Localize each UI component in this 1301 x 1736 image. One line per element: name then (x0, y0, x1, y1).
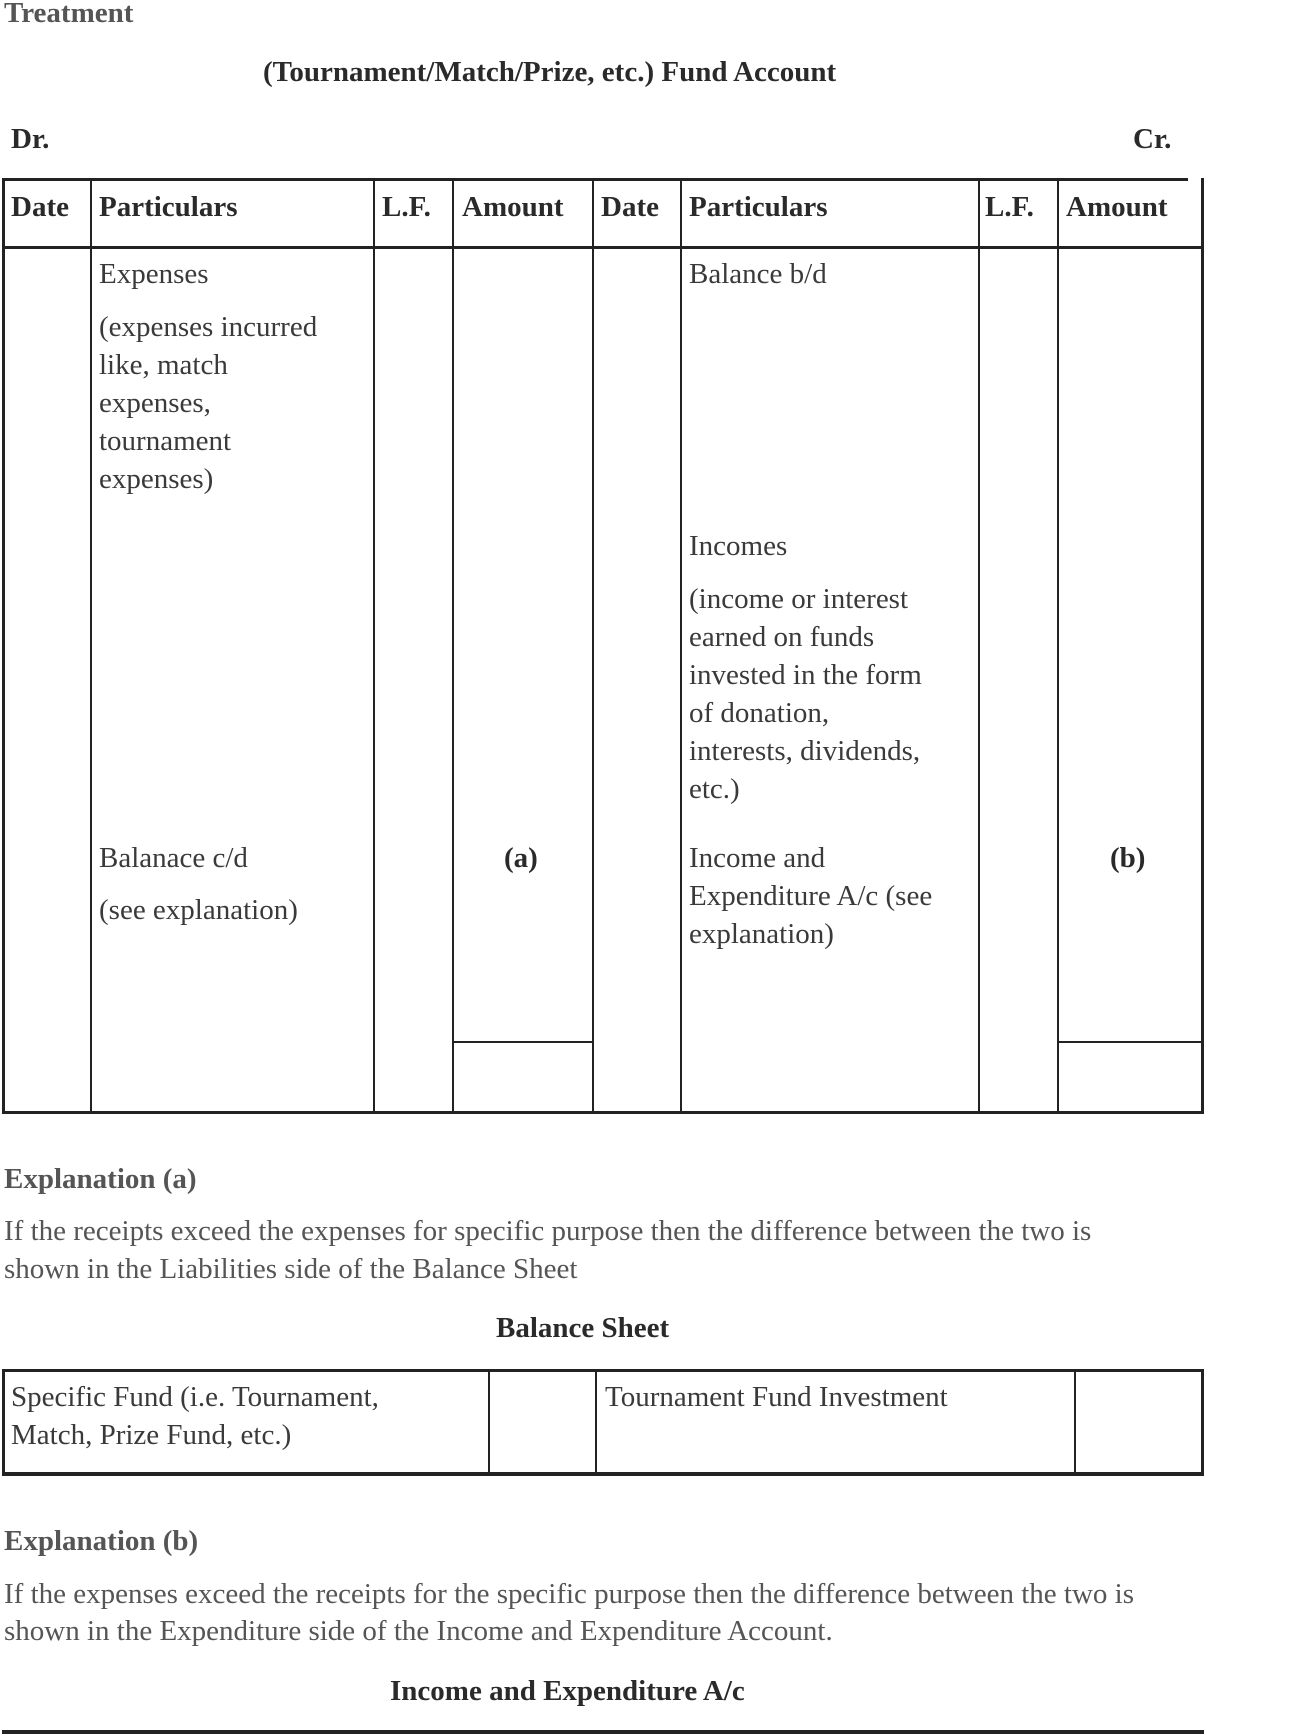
debit-expenses-note-3: expenses, (99, 387, 211, 419)
section-label: Treatment (4, 0, 134, 29)
credit-ie-account-2: Expenditure A/c (see (689, 880, 933, 912)
bs-specific-fund-2: Match, Prize Fund, etc.) (11, 1419, 292, 1451)
header-date-dr: Date (11, 191, 69, 223)
bs-fund-investment: Tournament Fund Investment (605, 1381, 948, 1413)
explanation-b-line-2: shown in the Expenditure side of the Income and Expenditure Account. (4, 1615, 833, 1647)
header-particulars-dr: Particulars (99, 191, 238, 223)
debit-expenses: Expenses (99, 258, 209, 290)
header-lf-cr: L.F. (985, 191, 1034, 223)
credit-incomes-note-4: of donation, (689, 697, 830, 729)
credit-amount-marker: (b) (1110, 842, 1146, 874)
debit-balance-cd: Balanace c/d (99, 842, 248, 874)
credit-incomes: Incomes (689, 530, 788, 562)
credit-incomes-note-6: etc.) (689, 773, 740, 805)
bs-specific-fund-1: Specific Fund (i.e. Tournament, (11, 1381, 379, 1413)
balance-sheet-title: Balance Sheet (496, 1312, 670, 1344)
credit-ie-account-3: explanation) (689, 918, 834, 950)
explanation-b-line-1: If the expenses exceed the receipts for the specific purpose then the difference between the two is (4, 1578, 1134, 1610)
fund-account-title: (Tournament/Match/Prize, etc.) Fund Account (263, 56, 837, 88)
explanation-a-line-2: shown in the Liabilities side of the Balance Sheet (4, 1253, 578, 1285)
credit-balance-bd: Balance b/d (689, 258, 827, 290)
explanation-b-heading: Explanation (b) (4, 1525, 199, 1557)
debit-expenses-note-5: expenses) (99, 463, 214, 495)
credit-incomes-note-5: interests, dividends, (689, 735, 921, 767)
credit-ie-account-1: Income and (689, 842, 826, 874)
debit-expenses-note-4: tournament (99, 425, 232, 457)
header-date-cr: Date (601, 191, 659, 223)
debit-amount-marker: (a) (504, 842, 538, 874)
debit-label: Dr. (11, 123, 50, 155)
credit-label: Cr. (1133, 123, 1172, 155)
credit-incomes-note-3: invested in the form (689, 659, 922, 691)
debit-expenses-note-1: (expenses incurred (99, 311, 318, 343)
credit-incomes-note-1: (income or interest (689, 583, 909, 615)
debit-expenses-note-2: like, match (99, 349, 228, 381)
header-amount-dr: Amount (462, 191, 564, 223)
explanation-a-heading: Explanation (a) (4, 1163, 197, 1195)
debit-balance-cd-note: (see explanation) (99, 894, 298, 926)
header-amount-cr: Amount (1066, 191, 1168, 223)
ie-table-top-border (2, 1730, 1204, 1734)
credit-incomes-note-2: earned on funds (689, 621, 875, 653)
header-particulars-cr: Particulars (689, 191, 828, 223)
header-lf-dr: L.F. (382, 191, 431, 223)
ie-account-title: Income and Expenditure A/c (390, 1675, 745, 1707)
explanation-a-line-1: If the receipts exceed the expenses for specific purpose then the difference between the two is (4, 1215, 1092, 1247)
